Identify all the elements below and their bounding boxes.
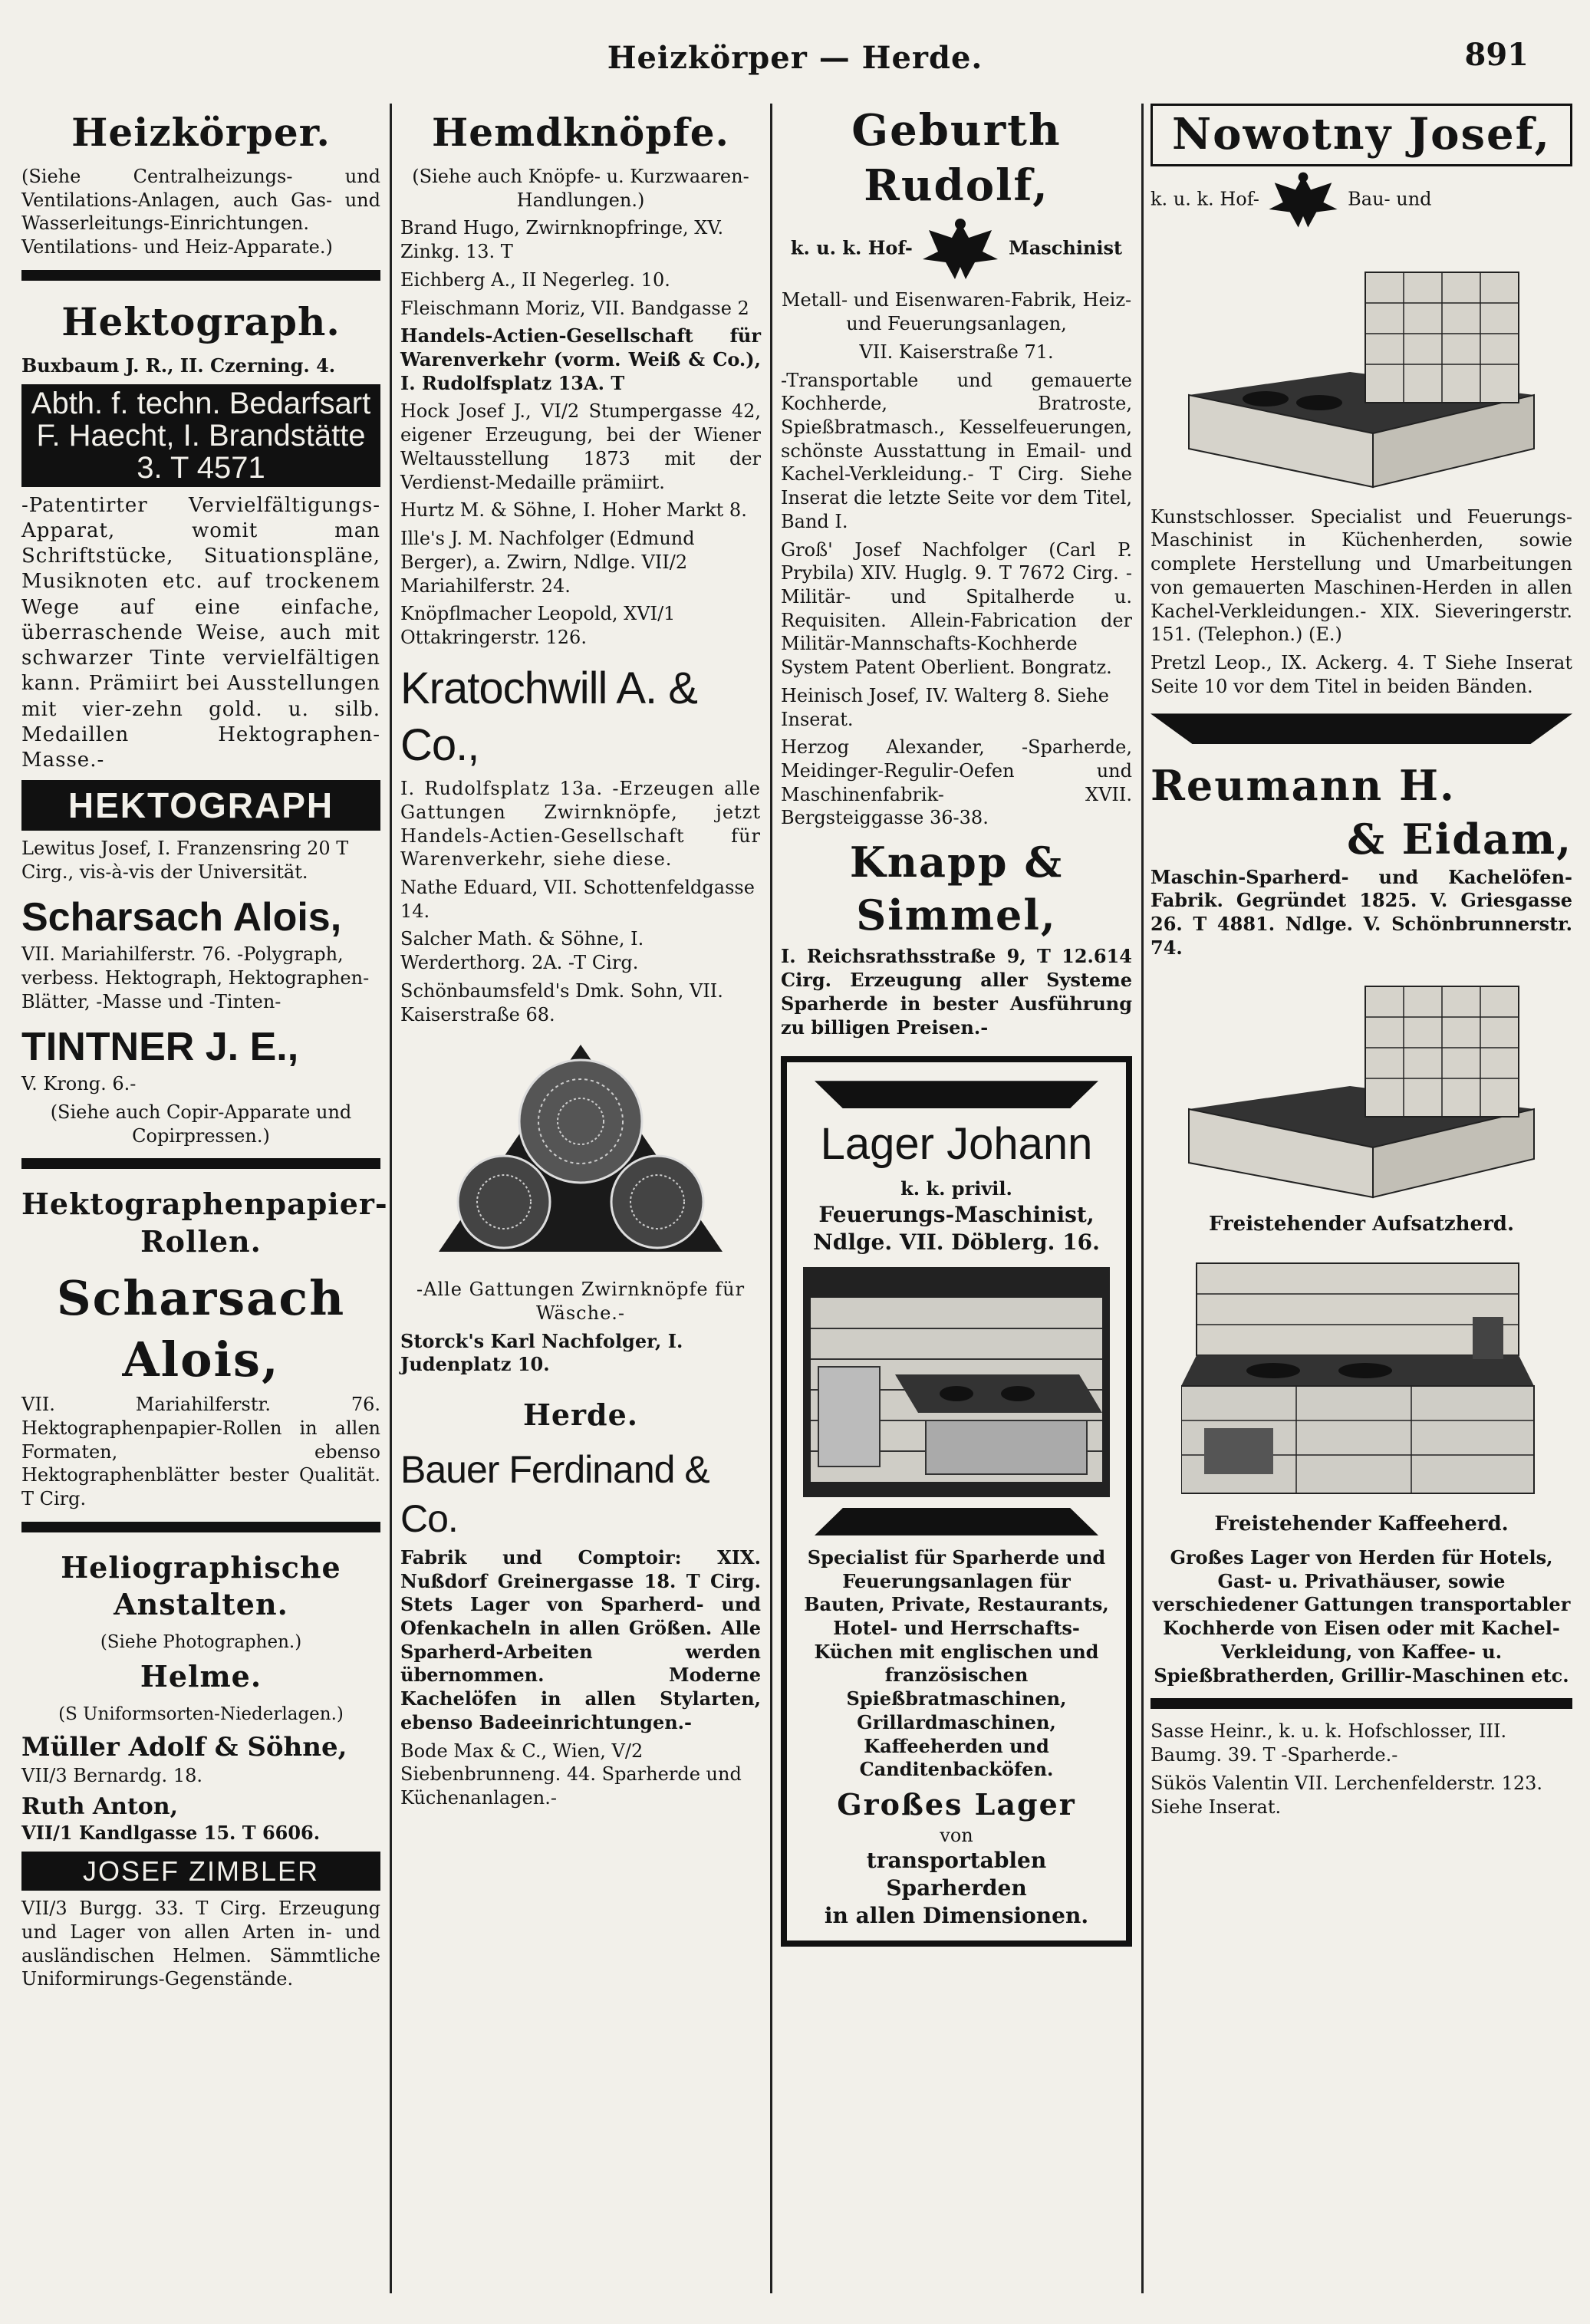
box-line: transportablen Sparherden <box>866 1848 1047 1901</box>
listing-name: Müller Adolf & Söhne, <box>21 1731 347 1763</box>
listing-entry: Groß' Josef Nachfolger (Carl P. Prybila) XIV. Huglg. 9. T 7672 Cirg. -Militär- und Spitalherde u. Requisiten. Allein-Fabrication der Militär-Mannschafts-Kochherde System Patent Oberlient. Bongratz. <box>781 538 1132 679</box>
listing-entry: -Transportable und gemauerte Kochherde, Bratroste, Spießbratmasch., Kesselfeuerungen, schönste Ausstattung in Email- und Kachel-Verkleidung.- T Cirg. Siehe Inserat die letzte Seite vor dem Titel, Band I. <box>781 369 1132 532</box>
advertiser-name: Scharsach Alois, <box>56 1270 346 1387</box>
advertiser-name: Kratochwill A. & Co., <box>400 663 697 770</box>
stove-illustration <box>1181 971 1542 1201</box>
advertiser-name: Reumann H. <box>1151 761 1456 811</box>
section-divider <box>1151 713 1572 744</box>
ad-line: F. Haecht, I. Brandstätte 3. T 4571 <box>36 418 366 485</box>
listing-entry: I. Rudolfsplatz 13a. -Erzeugen alle Gattungen Zwirnknöpfe, jetzt Handels-Actien-Gesellschaft für Warenverkehr, siehe diese. <box>400 778 761 871</box>
title-label: Maschinist <box>1009 236 1123 259</box>
section-heading: Hektograph. <box>61 298 341 344</box>
section-divider <box>1151 1698 1572 1709</box>
box-line: Ndlge. VII. Döblerg. 16. <box>813 1229 1100 1256</box>
column-1 <box>21 104 388 2309</box>
listing-entry: Ille's J. M. Nachfolger (Edmund Berger), a. Zwirn, Ndlge. VII/2 Mariahilferstr. 24. <box>400 528 695 597</box>
listing-entry: VII. Kaiserstraße 71. <box>859 341 1054 363</box>
listing-entry: Fleischmann Moriz, VII. Bandgasse 2 <box>400 297 749 319</box>
listing-entry: Lewitus Josef, I. Franzensring 20 T Cirg., vis-à-vis der Universität. <box>21 838 349 884</box>
title-label: k. u. k. Hof- <box>790 236 913 259</box>
title-label: k. u. k. Hof- <box>1151 188 1259 210</box>
listing-entry: Storck's Karl Nachfolger, I. Judenplatz 10. <box>400 1329 683 1376</box>
title-line <box>1151 170 1572 231</box>
listing-entry: I. Reichsrathsstraße 9, T 12.614 Cirg. Erzeugung aller Systeme Sparherde in bester Ausführung zu billigen Preisen.- <box>781 945 1132 1039</box>
stove-illustration <box>1181 1248 1542 1501</box>
ad-line: Abth. f. techn. Bedarfsart <box>31 386 371 420</box>
column-rule <box>390 104 392 2293</box>
listing-entry: Salcher Math. & Söhne, I. Werderthorg. 2A. -T Cirg. <box>400 928 644 974</box>
title-label: Bau- und <box>1348 188 1432 210</box>
listing-entry: VII. Mariahilferstr. 76. -Polygraph, verbess. Hektograph, Hektographen-Blätter, -Masse und -Tinten- <box>21 943 370 1012</box>
kitchen-stove-illustration <box>803 1267 1110 1497</box>
stove-illustration <box>1181 242 1542 495</box>
column-4 <box>1151 104 1572 2309</box>
listing-entry: Fabrik und Comptoir: XIX. Nußdorf Greinergasse 18. T Cirg. Stets Lager von Sparherd- und Ofenkacheln in allen Größen. Alle Sparherd-Arbeiten werden übernommen. Moderne Kachelöfen in allen Stylarten, ebenso Badeeinrichtungen.- <box>400 1545 761 1733</box>
section-divider <box>21 270 380 281</box>
inverse-advertisement <box>21 384 380 487</box>
column-3 <box>781 104 1132 2309</box>
listing-entry: Schönbaumsfeld's Dmk. Sohn, VII. Kaiserstraße 68. <box>400 979 723 1025</box>
inverse-advertisement: JOSEF ZIMBLER <box>21 1852 380 1891</box>
advertiser-name: Bauer Ferdinand & Co. <box>400 1447 709 1540</box>
illustration-caption: Freistehender Aufsatzherd. <box>1208 1212 1515 1236</box>
advertisement-box <box>781 1056 1132 1947</box>
section-heading: Heliographische Anstalten. <box>61 1549 341 1622</box>
advertiser-name: Nowotny Josef, <box>1151 104 1572 166</box>
listing-entry: Sükös Valentin VII. Lerchenfelderstr. 123. Siehe Inserat. <box>1151 1772 1543 1818</box>
imperial-eagle-icon <box>918 216 1002 282</box>
box-subtitle: k. k. privil. <box>900 1177 1012 1200</box>
box-big-line: Großes Lager <box>837 1787 1076 1822</box>
listing-entry: Bode Max & C., Wien, V/2 Siebenbrunneng. 44. Sparherde und Küchenanlagen.- <box>400 1740 742 1809</box>
listing-entry: Pretzl Leop., IX. Ackerg. 4. T Siehe Inserat Seite 10 vor dem Titel in beiden Bänden. <box>1151 651 1572 697</box>
listing-entry: Maschin-Sparherd- und Kachelöfen-Fabrik. Gegründet 1825. V. Griesgasse 26. T 4881. Ndlge. V. Schönbrunnerstr. 74. <box>1151 865 1572 959</box>
inverse-advertisement: HEKTOGRAPH <box>21 780 380 831</box>
section-heading: Hemdknöpfe. <box>432 110 729 155</box>
listing-entry: V. Krong. 6.- <box>21 1073 137 1095</box>
box-title: Lager Johann <box>820 1119 1093 1170</box>
button-card-illustration <box>408 1037 753 1267</box>
section-heading: Helme. <box>140 1659 262 1694</box>
listing-entry: Knöpflmacher Leopold, XVI/1 Ottakringerstr. 126. <box>400 603 676 648</box>
listing-entry: Nathe Eduard, VII. Schottenfeldgasse 14. <box>400 877 755 922</box>
box-line: in allen Dimensionen. <box>824 1903 1089 1929</box>
advertiser-name: Knapp & Simmel, <box>849 838 1064 940</box>
imperial-eagle-icon <box>1265 170 1341 231</box>
listing-entry: VII/3 Burgg. 33. T Cirg. Erzeugung und Lager von allen Arten in- und ausländischen Helmen. Sämmtliche Uniformirungs-Gegenstände. <box>21 1898 380 1990</box>
column-rule <box>1141 104 1144 2293</box>
cross-reference: (Siehe auch Copir-Apparate und Copirpressen.) <box>50 1101 352 1147</box>
section-heading: Heizkörper. <box>71 110 331 155</box>
listing-entry: Brand Hugo, Zwirnknopfringe, XV. Zinkg. 13. T <box>400 217 724 263</box>
title-line <box>781 216 1132 282</box>
box-body: Specialist für Sparherde und Feuerungsanlagen für Bauten, Private, Restaurants, Hotel- und Herrschafts-Küchen mit englischen und französischen Spießbratmaschinen, Grillardmaschinen, Kaffeeherden und Canditenbacköfen. <box>804 1545 1109 1781</box>
listing-entry: Sasse Heinr., k. u. k. Hofschlosser, III. Baumg. 39. T -Sparherde.- <box>1151 1720 1507 1766</box>
listing-name: Ruth Anton, <box>21 1792 179 1820</box>
section-divider <box>21 1158 380 1169</box>
box-line: von <box>940 1824 973 1846</box>
advertiser-name: & Eidam, <box>1347 814 1572 864</box>
section-heading: Herde. <box>522 1397 639 1433</box>
column-2 <box>400 104 761 2309</box>
listing-entry: Metall- und Eisenwaren-Fabrik, Heiz- und Feuerungsanlagen, <box>781 289 1132 335</box>
advertiser-name: Scharsach Alois, <box>21 894 342 940</box>
cross-reference: (S Uniformsorten-Niederlagen.) <box>58 1704 344 1725</box>
listing-entry: Buxbaum J. R., II. Czerning. 4. <box>21 354 336 377</box>
section-divider <box>21 1522 380 1532</box>
listing-entry: Kunstschlosser. Specialist und Feuerungs-Maschinist in Küchenherden, sowie complete Herstellung und Umarbeitungen von gemauerten Maschinen-Herden in allen Kachel-Verkleidungen.- XIX. Sieveringerstr. 151. (Telephon.) (E.) <box>1151 505 1572 646</box>
illustration-caption: Freistehender Kaffeeherd. <box>1214 1512 1509 1536</box>
column-rule <box>770 104 772 2293</box>
box-ornament <box>815 1081 1098 1108</box>
listing-entry: VII. Mariahilferstr. 76. Hektographenpapier-Rollen in allen Formaten, ebenso Hektographenblätter bester Qualität. T Cirg. <box>21 1394 380 1510</box>
listing-entry: Großes Lager von Herden für Hotels, Gast- u. Privathäuser, sowie verschiedener Gattungen transportabler Kochherde von Eisen oder mit Kachel-Verkleidung, von Kaffee- u. Spießbratherden, Grillir-Maschinen etc. <box>1152 1546 1571 1687</box>
cross-reference: (Siehe Centralheizungs- und Ventilations-Anlagen, auch Gas- und Wasserleitungs-Einrichtungen. Ventilations- und Heiz-Apparate.) <box>21 166 380 258</box>
advertiser-name: TINTNER J. E., <box>21 1024 299 1069</box>
listing-entry: Herzog Alexander, -Sparherde, Meidinger-Regulir-Oefen und Maschinenfabrik- XVII. Bergsteiggasse 36-38. <box>781 736 1132 829</box>
listing-entry: Heinisch Josef, IV. Walterg 8. Siehe Inserat. <box>781 684 1109 730</box>
box-line: Feuerungs-Maschinist, <box>818 1202 1095 1228</box>
illustration-caption: -Alle Gattungen Zwirnknöpfe für Wäsche.- <box>416 1279 746 1325</box>
listing-entry: -Patentirter Vervielfältigungs-Apparat, womit man Schriftstücke, Situationspläne, Musiknoten etc. auf trockenem Wege auf eine einfache, überraschende Weise, auch mit schwarzer Tinte vervielfältigen kann. Prämiirt bei Ausstellungen mit vier-zehn gold. u. silb. Medaillen Hektographen-Masse.- <box>21 493 380 772</box>
page-number: 891 <box>1464 37 1529 73</box>
section-heading: Hektographenpapier-Rollen. <box>21 1187 388 1259</box>
listing-entry: VII/3 Bernardg. 18. <box>21 1765 202 1787</box>
listing-entry: Hurtz M. & Söhne, I. Hoher Markt 8. <box>400 499 747 522</box>
listing-entry: VII/1 Kandlgasse 15. T 6606. <box>21 1822 321 1845</box>
listing-entry: Handels-Actien-Gesellschaft für Warenverkehr (vorm. Weiß & Co.), I. Rudolfsplatz 13A. T <box>400 324 761 394</box>
box-ornament <box>815 1508 1098 1536</box>
running-title: Heizkörper — Herde. <box>607 40 983 76</box>
listing-entry: Hock Josef J., VI/2 Stumpergasse 42, eigener Erzeugung, bei der Wiener Weltausstellung 1873 mit der Verdienst-Medaille prämiirt. <box>400 400 761 493</box>
listing-entry: Eichberg A., II Negerleg. 10. <box>400 268 670 291</box>
cross-reference: (Siehe auch Knöpfe- u. Kurzwaaren-Handlungen.) <box>412 166 749 211</box>
advertiser-name: Geburth Rudolf, <box>851 105 1062 211</box>
cross-reference: (Siehe Photographen.) <box>100 1632 302 1653</box>
